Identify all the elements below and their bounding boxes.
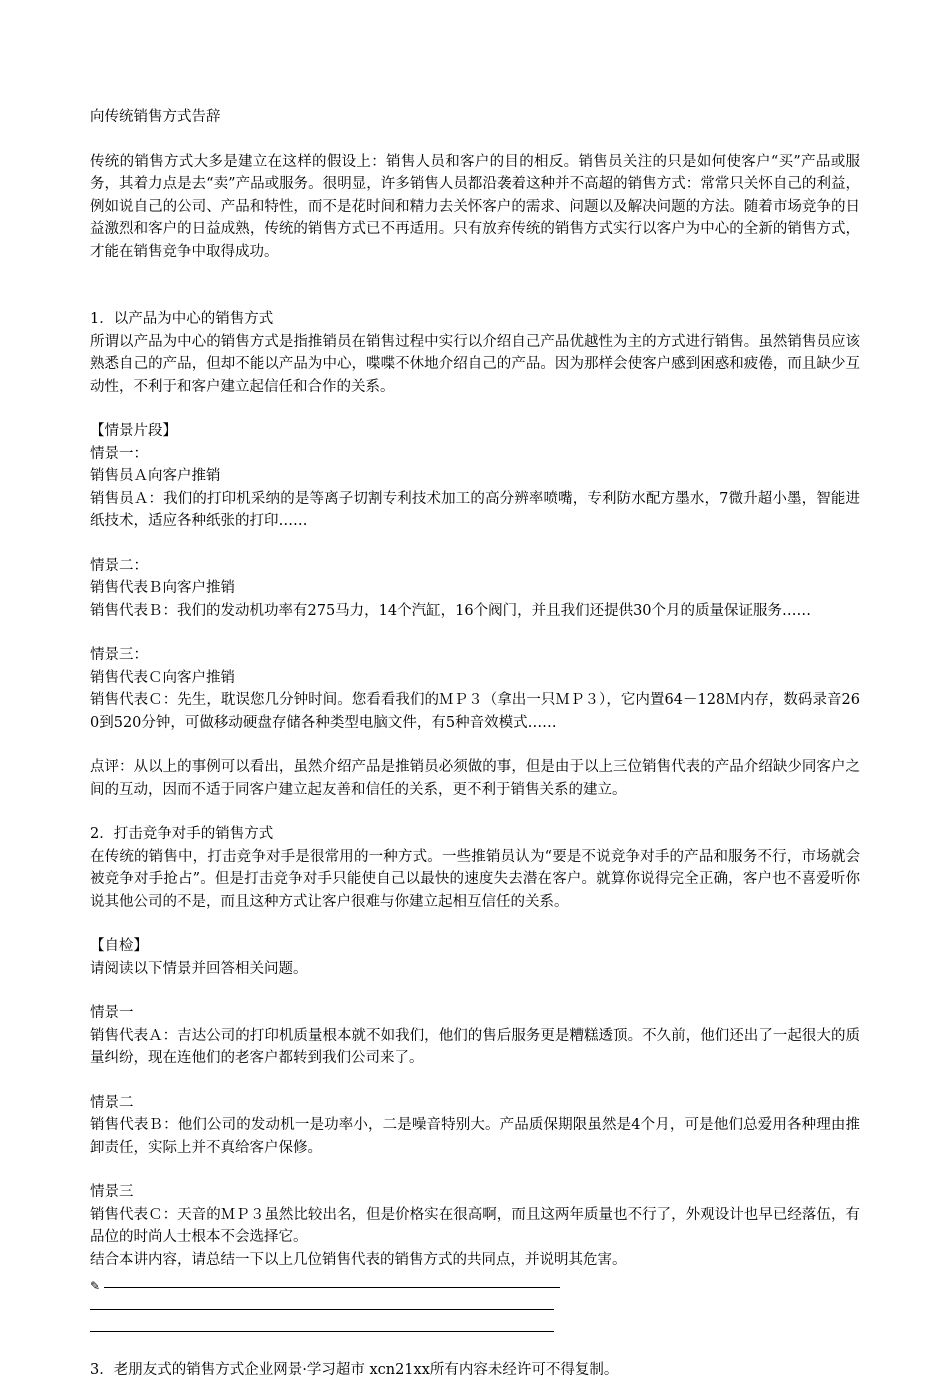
scene3-text: 销售代表Ｃ：先生，耽误您几分钟时间。您看看我们的ＭＰ３（拿出一只ＭＰ３），它内置64－128Ｍ内存，数码录音260到520分钟，可做移动硬盘存储各种类型电脑文件，有5种音效模式……: [90, 692, 860, 731]
scene2-text: 销售代表Ｂ：我们的发动机功率有275马力，14个汽缸，16个阀门，并且我们还提供30个月的质量保证服务……: [90, 602, 812, 619]
spacer: [90, 1337, 860, 1359]
scene1-text: 销售员Ａ：我们的打印机采纳的是等离子切割专利技术加工的高分辨率喷嘴，专利防水配方墨水，7微升超小墨，智能进纸技术，适应各种纸张的打印……: [90, 490, 860, 529]
answer-line: [90, 1293, 860, 1315]
scene3-title: 销售代表Ｃ向客户推销: [90, 669, 235, 686]
scene1-title: 销售员Ａ向客户推销: [90, 468, 221, 484]
spacer: [90, 398, 860, 420]
question-prompt: 结合本讲内容，请总结一下以上几位销售代表的销售方式的共同点，并说明其危害。: [90, 1251, 627, 1268]
section3-heading: 3．老朋友式的销售方式企业网景·学习超市 xcn21xx所有内容未经许可不得复制。: [90, 1362, 619, 1378]
answer-line: [90, 1271, 860, 1293]
check-scene3-label: 情景三: [90, 1184, 134, 1200]
scene2-title: 销售代表Ｂ向客户推销: [90, 580, 235, 596]
answer-underline: [90, 1309, 554, 1310]
scene3-label: 情景三：: [90, 647, 148, 663]
spacer: [90, 622, 860, 644]
scenario-header: 【情景片段】: [90, 423, 177, 439]
section1-body: 所谓以产品为中心的销售方式是指推销员在销售过程中实行以介绍自己产品优越性为主的方式进行销售。虽然销售员应该熟悉自己的产品，但却不能以产品为中心，喋喋不休地介绍自己的产品。因为那样会使客户感到困惑和疲倦，而且缺少互动性，不利于和客户建立起信任和合作的关系。: [90, 333, 860, 395]
spacer: [90, 734, 860, 756]
spacer: [90, 1159, 860, 1181]
spacer: [90, 263, 860, 308]
self-check-header: 【自检】: [90, 938, 148, 954]
spacer: [90, 980, 860, 1002]
spacer: [90, 533, 860, 555]
check-scene3-text: 销售代表Ｃ：天音的ＭＰ３虽然比较出名，但是价格实在很高啊，而且这两年质量也不行了，外观设计也早已经落伍，有品位的时尚人士根本不会选择它。: [90, 1206, 860, 1245]
spacer: [90, 1070, 860, 1092]
comment-paragraph: 点评：从以上的事例可以看出，虽然介绍产品是推销员必须做的事，但是由于以上三位销售代表的产品介绍缺少同客户之间的互动，因而不适于同客户建立起友善和信任的关系，更不利于销售关系的建立。: [90, 759, 860, 798]
answer-underline: [90, 1331, 554, 1332]
spacer: [90, 129, 860, 151]
section2-heading: 2．打击竞争对手的销售方式: [90, 826, 274, 842]
document-page: [90, 106, 860, 1382]
section1-heading: 1．以产品为中心的销售方式: [90, 311, 274, 327]
intro-paragraph: 传统的销售方式大多是建立在这样的假设上：销售人员和客户的目的相反。销售员关注的只是如何使客户“买”产品或服务，其着力点是去“卖”产品或服务。很明显，许多销售人员都沿袭着这种并不高超的销售方式：常常只关怀自己的利益，例如说自己的公司、产品和特性，而不是花时间和精力去关怀客户的需求、问题以及解决问题的方法。随着市场竞争的日益激烈和客户的日益成熟，传统的销售方式已不再适用。只有放弃传统的销售方式实行以客户为中心的全新的销售方式，才能在销售竞争中取得成功。: [90, 153, 860, 260]
check-scene1-label: 情景一: [90, 1005, 134, 1021]
self-check-instruction: 请阅读以下情景并回答相关问题。: [90, 960, 308, 977]
check-scene2-label: 情景二: [90, 1094, 134, 1111]
scene2-label: 情景二：: [90, 557, 148, 574]
answer-line: [90, 1315, 860, 1337]
answer-underline: [104, 1287, 560, 1288]
pen-icon: ✎: [90, 1279, 101, 1293]
check-scene2-text: 销售代表Ｂ：他们公司的发动机一是功率小，二是噪音特别大。产品质保期限虽然是4个月，可是他们总爱用各种理由推卸责任，实际上并不真给客户保修。: [90, 1117, 860, 1156]
scene1-label: 情景一：: [90, 445, 148, 462]
spacer: [90, 801, 860, 823]
spacer: [90, 913, 860, 935]
section2-body: 在传统的销售中，打击竞争对手是很常用的一种方式。一些推销员认为“要是不说竞争对手的产品和服务不行，市场就会被竞争对手抢占”。但是打击竞争对手只能使自己以最快的速度失去潜在客户。就算你说得完全正确，客户也不喜爱听你说其他公司的不是，而且这种方式让客户很难与你建立起相互信任的关系。: [90, 848, 860, 910]
document-title: 向传统销售方式告辞: [90, 109, 221, 125]
check-scene1-text: 销售代表Ａ：吉达公司的打印机质量根本就不如我们，他们的售后服务更是糟糕透顶。不久前，他们还出了一起很大的质量纠纷，现在连他们的老客户都转到我们公司来了。: [90, 1027, 860, 1066]
